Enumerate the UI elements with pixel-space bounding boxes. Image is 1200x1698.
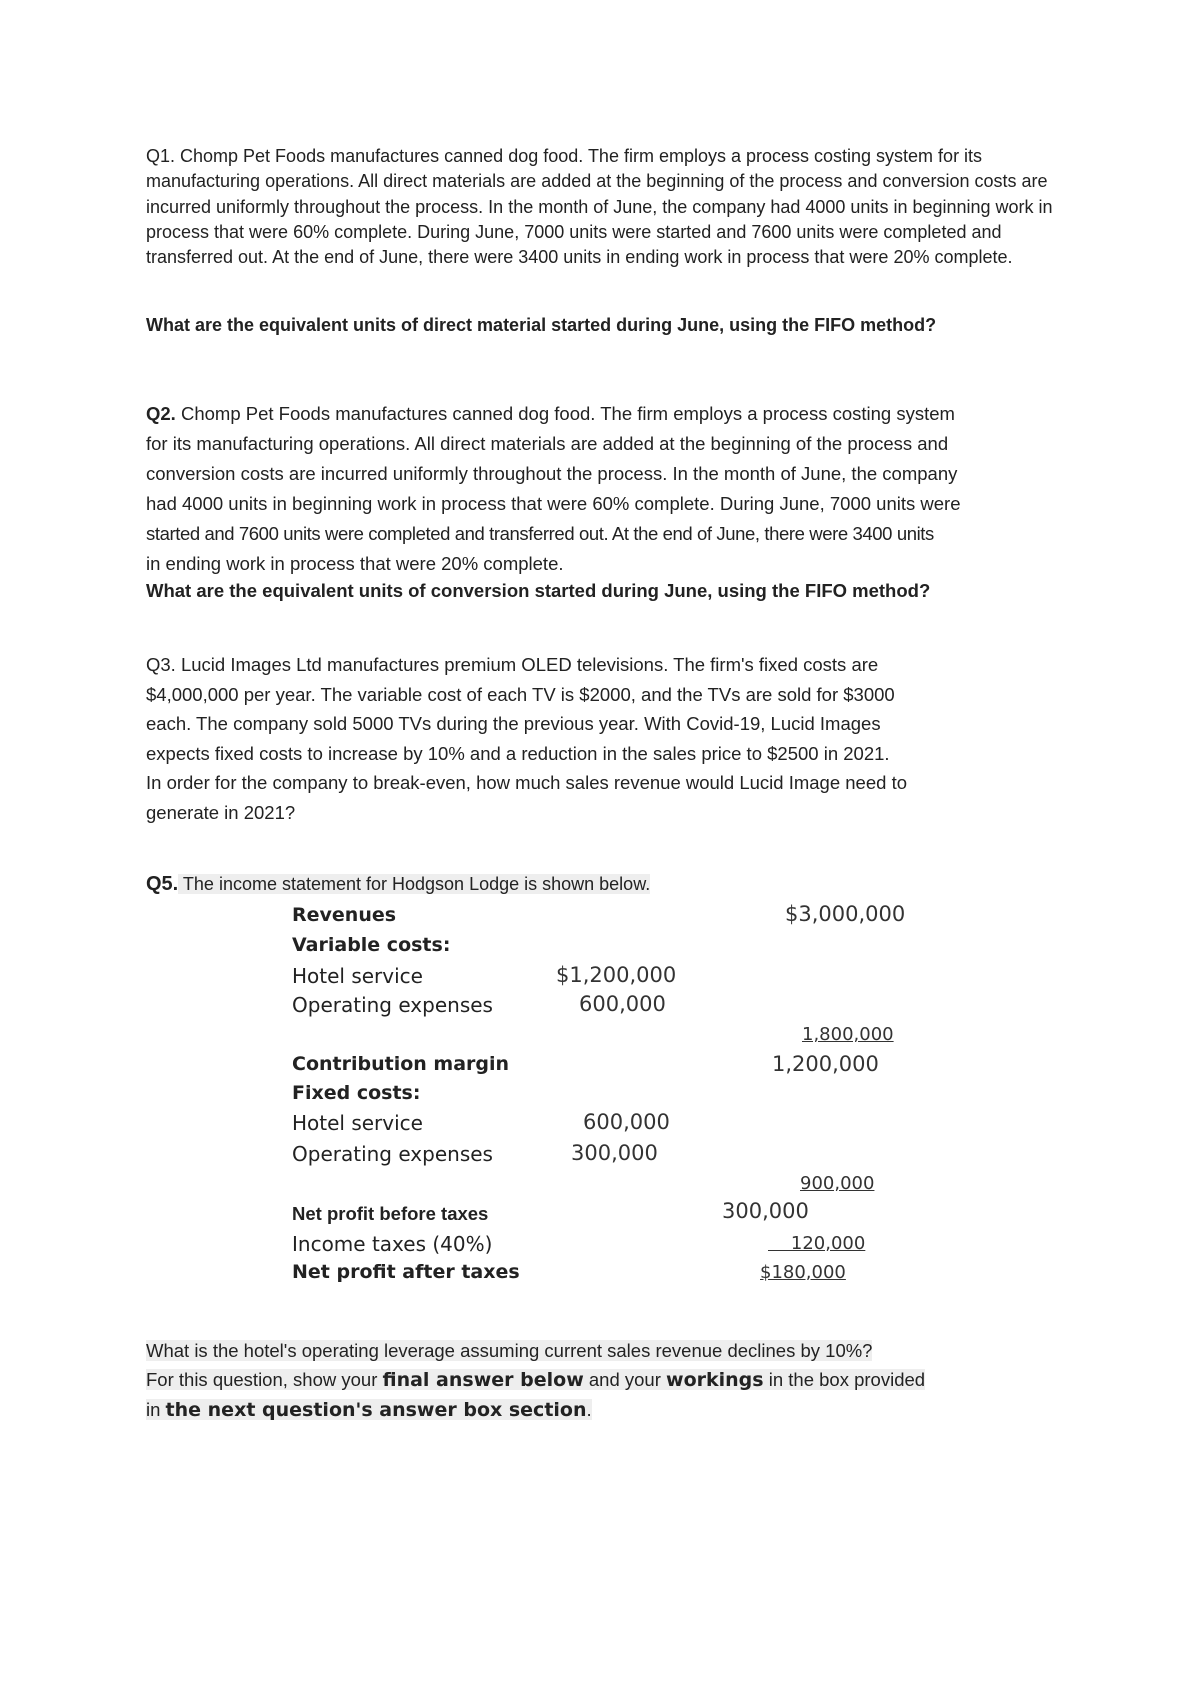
fix-hotel-service-value: 600,000 [583,1110,670,1134]
q5-closing-line-2-text [146,1369,925,1390]
net-profit-before-taxes-label: Net profit before taxes [292,1203,489,1224]
q5-heading [146,871,1066,897]
contribution-margin-value: 1,200,000 [772,1052,879,1076]
q2-line-6: in ending work in process that were 20% complete. [146,553,564,574]
fixed-costs-label: Fixed costs: [292,1082,421,1104]
revenues-label: Revenues [292,904,397,926]
q3-line-3: each. The company sold 5000 TVs during the previous year. With Covid-19, Lucid Images [146,713,881,735]
fix-operating-expenses-label: Operating expenses [292,1142,493,1166]
fix-hotel-service-label: Hotel service [292,1111,423,1135]
closing-text-e: in the box provided [763,1369,926,1390]
closing-emphasis-final-answer: final answer below [382,1369,584,1391]
q1-paragraph: Q1. Chomp Pet Foods manufactures canned dog food. The firm employs a process costing system for its manufacturing operations. All direct materials are added at the beginning of the process and conversion costs are incurred uniformly throughout the process. In the month of June, the company had 4000 units in beginning work in process that were 60% complete. During June, 7000 units were started and 7600 units were completed and transferred out. At the end of June, there were 3400 units in ending work in process that were 20% complete. [146,146,1053,268]
closing-emphasis-workings: workings [666,1369,764,1391]
var-operating-expenses-value: 600,000 [579,992,666,1016]
q2-paragraph [146,399,1066,579]
closing-text-a: For this question, show your [146,1369,383,1390]
q2-question: What are the equivalent units of conversion started during June, using the FIFO method? [146,580,931,601]
net-profit-before-taxes-value: 300,000 [722,1199,809,1223]
var-hotel-service-value: $1,200,000 [556,963,677,987]
q3-line-2: $4,000,000 per year. The variable cost of each TV is $2000, and the TVs are sold for $3000 [146,683,895,705]
variable-costs-label: Variable costs: [292,934,451,956]
closing-period: . [586,1399,592,1420]
q1-question: What are the equivalent units of direct material started during June, using the FIFO method? [146,315,937,335]
q5-closing-line-1-text: What is the hotel's operating leverage assuming current sales revenue declines by 10%? [146,1340,873,1361]
q3-line-1: Q3. Lucid Images Ltd manufactures premium OLED televisions. The firm's fixed costs are [146,654,879,675]
q5-closing [146,1336,1066,1425]
revenues-value: $3,000,000 [785,902,906,926]
q3-paragraph [146,650,1066,828]
closing-emphasis-next-box: the next question's answer box section [165,1399,587,1421]
q5-closing-line-3 [146,1395,1066,1425]
q5-closing-line-2 [146,1365,1066,1395]
net-profit-after-taxes-value: $180,000 [760,1262,846,1283]
q3-line-5: In order for the company to break-even, how much sales revenue would Lucid Image need to [146,772,907,794]
closing-text-c: and your [583,1369,667,1390]
q3-line-4: expects fixed costs to increase by 10% and a reduction in the sales price to $2500 in 2021. [146,742,890,764]
contribution-margin-label: Contribution margin [292,1053,510,1075]
q2-line-1-text: Chomp Pet Foods manufactures canned dog food. The firm employs a process costing system [175,403,955,424]
q2-label: Q2. [146,403,176,424]
q2-line-4: had 4000 units in beginning work in process that were 60% complete. During June, 7000 units were [146,493,961,514]
q5-label: Q5. [146,873,179,895]
income-taxes-value: 120,000 [768,1233,866,1254]
q2-line-2: for its manufacturing operations. All direct materials are added at the beginning of the process and [146,433,949,454]
q5-intro: The income statement for Hodgson Lodge is shown below. [178,874,651,894]
variable-costs-total: 1,800,000 [802,1024,894,1045]
q2-line-3: conversion costs are incurred uniformly throughout the process. In the month of June, the company [146,463,958,484]
q2-line-5: started and 7600 units were completed and transferred out. At the end of June, there were 3400 units [146,523,934,544]
q5-closing-line-3-text [146,1399,592,1420]
closing-text-in: in [146,1399,166,1420]
income-taxes-label: Income taxes (40%) [292,1232,493,1256]
var-operating-expenses-label: Operating expenses [292,993,493,1017]
fixed-costs-total: 900,000 [800,1173,875,1194]
q5-closing-line-1 [146,1336,1066,1365]
var-hotel-service-label: Hotel service [292,964,423,988]
q2-line-1 [146,399,1066,429]
net-profit-after-taxes-label: Net profit after taxes [292,1261,520,1283]
fix-operating-expenses-value: 300,000 [571,1141,658,1165]
q3-line-6: generate in 2021? [146,801,296,823]
